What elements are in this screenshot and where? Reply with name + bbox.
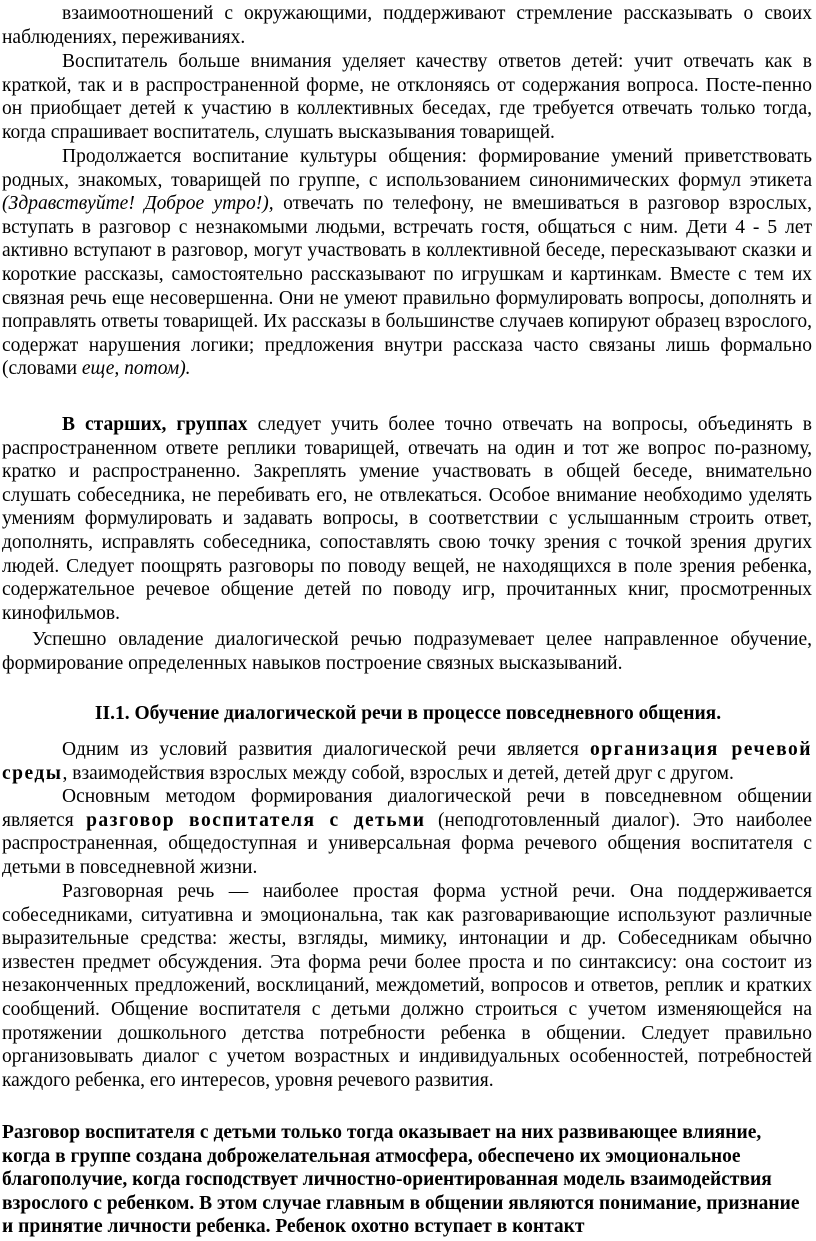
- text-run: , взаимодействия взрослых между собой, взрослых и детей, детей друг с другом.: [62, 762, 734, 784]
- paragraph-speech-environment: [2, 738, 812, 785]
- text-run: Продолжается воспитание культуры общения: формирование умений приветствовать родных, знакомых, товарищей по группе, с использованием синонимических формул этикета: [2, 146, 812, 191]
- paragraph-main-method: [2, 785, 812, 879]
- text-run: отвечать по телефону, не вмешиваться в разговор взрослых, вступать в разговор с незнакомыми людьми, встречать гостя, общаться с ним. Дети 4 - 5 лет активно вступают в разговор, могут участвовать в коллективной беседе, пересказывают сказки и короткие рассказы, самостоятельно рассказывают по игрушкам и картинкам. Вместе с тем их связная речь еще несовершенна. Они не умеют правильно формулировать вопросы, дополнять и поправлять ответы товарищей. Их рассказы в большинстве случаев копируют образец взрослого, содержат нарушения логики; предложения внутри рассказа часто связаны лишь формально (словами: [2, 193, 812, 380]
- text-run: Одним из условий развития диалогической речи является: [62, 739, 591, 760]
- text-run: Основным методом формирования диалогической речи в повседневном общении является: [2, 786, 812, 831]
- connector-words: еще, потом).: [81, 358, 191, 380]
- paragraph-continuation: взаимоотношений с окружающими, поддерживают стремление рассказывать о своих наблюдениях, переживаниях.: [2, 3, 812, 48]
- paragraph-senior-groups: [2, 413, 812, 625]
- paragraph-communication-culture: [2, 145, 812, 381]
- paragraph-answers-quality: Воспитатель больше внимания уделяет качеству ответов детей: учит отвечать как в краткой, так и в распространенной форме, не отклоняясь от содержания вопроса. Посте-пенно он приобщает детей к участию в коллективных беседах, где требуется отвечать только тогда, когда спрашивает воспитатель, слушать высказывания товарищей.: [2, 51, 812, 143]
- text-run: (неподготовленный диалог). Это наиболее распространенная, общедоступная и универсальная форма речевого общения воспитателя с детьми в повседневной жизни.: [2, 809, 812, 878]
- section-heading: II.1. Обучение диалогической речи в процессе повседневного общения.: [94, 703, 722, 724]
- paragraph-conversation-conditions: Разговор воспитателя с детьми только тогда оказывает на них развивающее влияние, когда в группе создана доброжелательная атмосфера, обеспечено их эмоциональное благополучие, когда господствует личностно-ориентированная модель взаимодействия взрослого с ребенком. В этом случае главным в общении являются понимание, признание и принятие личности ребенка. Ребенок охотно вступает в контакт: [2, 1122, 800, 1238]
- main-method-term: разговор воспитателя с детьми: [86, 809, 426, 831]
- senior-groups-label: В старших, группах: [62, 414, 248, 435]
- etiquette-examples: (Здравствуйте! Доброе утро!),: [2, 193, 274, 215]
- paragraph-dialogue-mastery: Успешно овладение диалогической речью подразумевает целее направленное обучение, формирование определенных навыков построение связных высказываний.: [2, 629, 812, 674]
- speech-environment-term: организация речевой среды: [2, 739, 812, 784]
- paragraph-colloquial-speech: Разговорная речь — наиболее простая форма устной речи. Она поддерживается собеседниками, ситуативна и эмоциональна, так как разговаривающие используют различные выразительные средства: жесты, взгляды, мимику, интонации и др. Собеседникам обычно известен предмет обсуждения. Эта форма речи более проста и по синтаксису: она состоит из незаконченных предложений, восклицаний, междометий, вопросов и ответов, реплик и кратких сообщений. Общение воспитателя с детьми должно строиться с учетом изменяющейся на протяжении дошкольного детства потребности ребенка в общении. Следует правильно организовывать диалог с учетом возрастных и индивидуальных особенностей, потребностей каждого ребенка, его интересов, уровня речевого развития.: [2, 881, 812, 1091]
- text-run: следует учить более точно отвечать на вопросы, объединять в распространенном ответе реплики товарищей, отвечать на один и тот же вопрос по-разному, кратко и распространенно. Закреплять умение участвовать в общей беседе, внимательно слушать собеседника, не перебивать его, не отвлекаться. Особое внимание необходимо уделять умениям формулировать и задавать вопросы, в соответствии с услышанным строить ответ, дополнять, исправлять собеседника, сопоставлять свою точку зрения с точкой зрения других людей. Следует поощрять разговоры по поводу вещей, не находящихся в поле зрения ребенка, содержательное речевое общение детей по поводу игр, прочитанных книг, просмотренных кинофильмов.: [2, 414, 812, 624]
